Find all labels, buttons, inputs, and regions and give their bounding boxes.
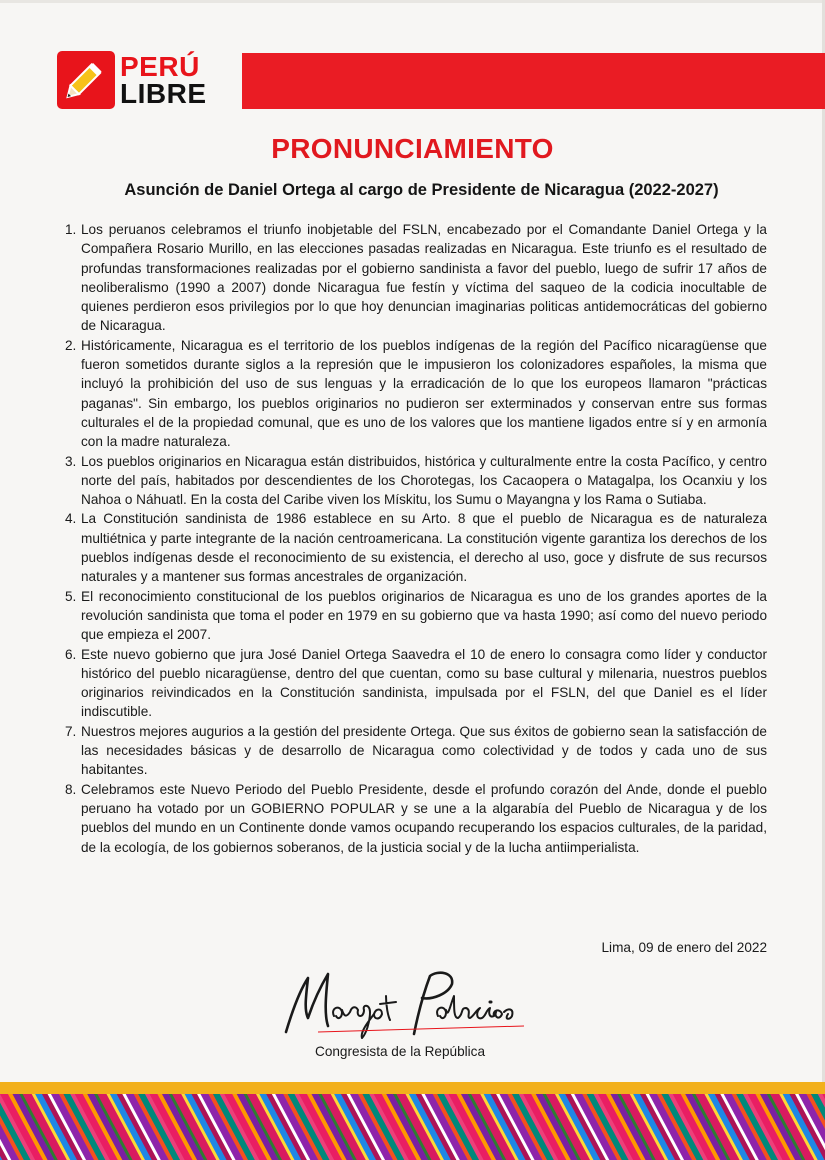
statement-item xyxy=(65,722,767,780)
item-text: Los peruanos celebramos el triunfo inobjetable del FSLN, encabezado por el Comandante Daniel Ortega y la Compañera Rosario Murillo, en las elecciones pasadas realizadas en Nicaragua. Este triunfo es el resultado de profundas transformaciones realizadas por el gobierno sandinista a favor del pueblo, luego de sufrir 17 años de neoliberalismo (1990 a 2007) donde Nicaragua fue festín y víctima del saqueo de la codicia inocultable de quienes perdieron esos privilegios por lo que hoy denuncian imaginarias politicas antidemocráticas del gobierno de Nicaragua. xyxy=(81,222,767,334)
item-text: La Constitución sandinista de 1986 establece en su Arto. 8 que el pueblo de Nicaragua es de naturaleza multiétnica y parte integrante de la nación centroamericana. La constitución vigente garantiza los derechos de los pueblos indígenas desde el reconocimiento de su existencia, el derecho al uso, goce y disfrute de sus recursos naturales y a mantener sus formas ancestrales de organización. xyxy=(81,511,767,585)
logo-line-peru: PERÚ xyxy=(120,51,200,82)
statement-item xyxy=(65,509,767,586)
header-red-band xyxy=(242,53,825,109)
handwritten-signature xyxy=(278,960,568,1040)
statement-item xyxy=(65,645,767,722)
peru-libre-logo xyxy=(57,51,207,109)
document-date: Lima, 09 de enero del 2022 xyxy=(601,940,767,955)
item-number: 1. xyxy=(65,222,77,237)
statement-item xyxy=(65,336,767,452)
logo-wordmark xyxy=(120,53,207,107)
item-number: 8. xyxy=(65,781,77,797)
item-number: 2. xyxy=(65,337,77,353)
item-text: Celebramos este Nuevo Periodo del Pueblo Presidente, desde el profundo corazón del Ande, donde el pueblo peruano ha votado por un GOBIERNO POPULAR y se une a la algarabía del Pueblo de Nicaragua y de los pueblos del mundo en un Continente donde vamos ocupando recuperando los espacios culturales, de la paridad, de la ecología, de los gobiernos soberanos, de la justicia social y de la lucha antiimperialista. xyxy=(81,781,767,855)
statement-item xyxy=(65,452,767,510)
textile-pattern-footer xyxy=(0,1094,825,1160)
item-number: 5. xyxy=(65,588,77,604)
top-edge xyxy=(0,0,825,3)
pencil-icon xyxy=(57,51,115,109)
item-number: 7. xyxy=(65,723,77,739)
statement-item xyxy=(65,220,767,336)
document-title: PRONUNCIAMIENTO xyxy=(271,133,554,164)
statement-item xyxy=(65,780,767,857)
item-text: Históricamente, Nicaragua es el territorio de los pueblos indígenas de la región del Pacífico nicaragüense que fueron sometidos durante siglos a la represión que le impusieron los colonizadores españoles, la misma que incluyó la prohibición del uso de sus lenguas y la erradicación de lo que los europeos llamaron "prácticas paganas". Sin embargo, los pueblos originarios no pudieron ser exterminados y conservan entre sus formas culturales el de la propiedad comunal, que es uno de los valores que los mantiene ligados entre sí y en armonía con la madre naturaleza. xyxy=(81,337,767,450)
logo-line-libre: LIBRE xyxy=(120,78,207,109)
footer-gold-bar xyxy=(0,1082,825,1094)
item-text: Los pueblos originarios en Nicaragua están distribuidos, histórica y culturalmente entre la costa Pacífico, y centro norte del país, habitados por descendientes de los Chorotegas, los Cacaopera o Matagalpa, los Ocanxiu y los Nahoa o Náhuatl. En la costa del Caribe viven los Mískitu, los Sumu o Mayangna y los Rama o Sutiaba. xyxy=(81,453,767,508)
statement-list xyxy=(65,220,767,857)
document-subtitle: Asunción de Daniel Ortega al cargo de Presidente de Nicaragua (2022-2027) xyxy=(124,181,719,199)
item-number: 3. xyxy=(65,453,77,469)
item-number: 6. xyxy=(65,646,77,662)
item-number: 4. xyxy=(65,511,77,527)
item-text: El reconocimiento constitucional de los pueblos originarios de Nicaragua es uno de los grandes aportes de la revolución sandinista que toma el poder en 1979 en su gobierno que va hasta 1990; así como del nuevo periodo que empieza el 2007. xyxy=(81,588,767,643)
item-text: Nuestros mejores augurios a la gestión del presidente Ortega. Que sus éxitos de gobierno sean la satisfacción de las necesidades básicas y de desarrollo de Nicaragua como colectividad y de todos y cada uno de sus habitantes. xyxy=(81,723,767,778)
statement-item xyxy=(65,587,767,645)
item-text: Este nuevo gobierno que jura José Daniel Ortega Saavedra el 10 de enero lo consagra como líder y conductor histórico del pueblo nicaragüense, dentro del que cuentan, como su base cultural y milenaria, nuestros pueblos originarios reivindicados en la Constitución sandinista, impulsada por el FSLN, del que Daniel es el líder indiscutible. xyxy=(81,646,767,720)
signatory-role: Congresista de la República xyxy=(315,1044,486,1059)
